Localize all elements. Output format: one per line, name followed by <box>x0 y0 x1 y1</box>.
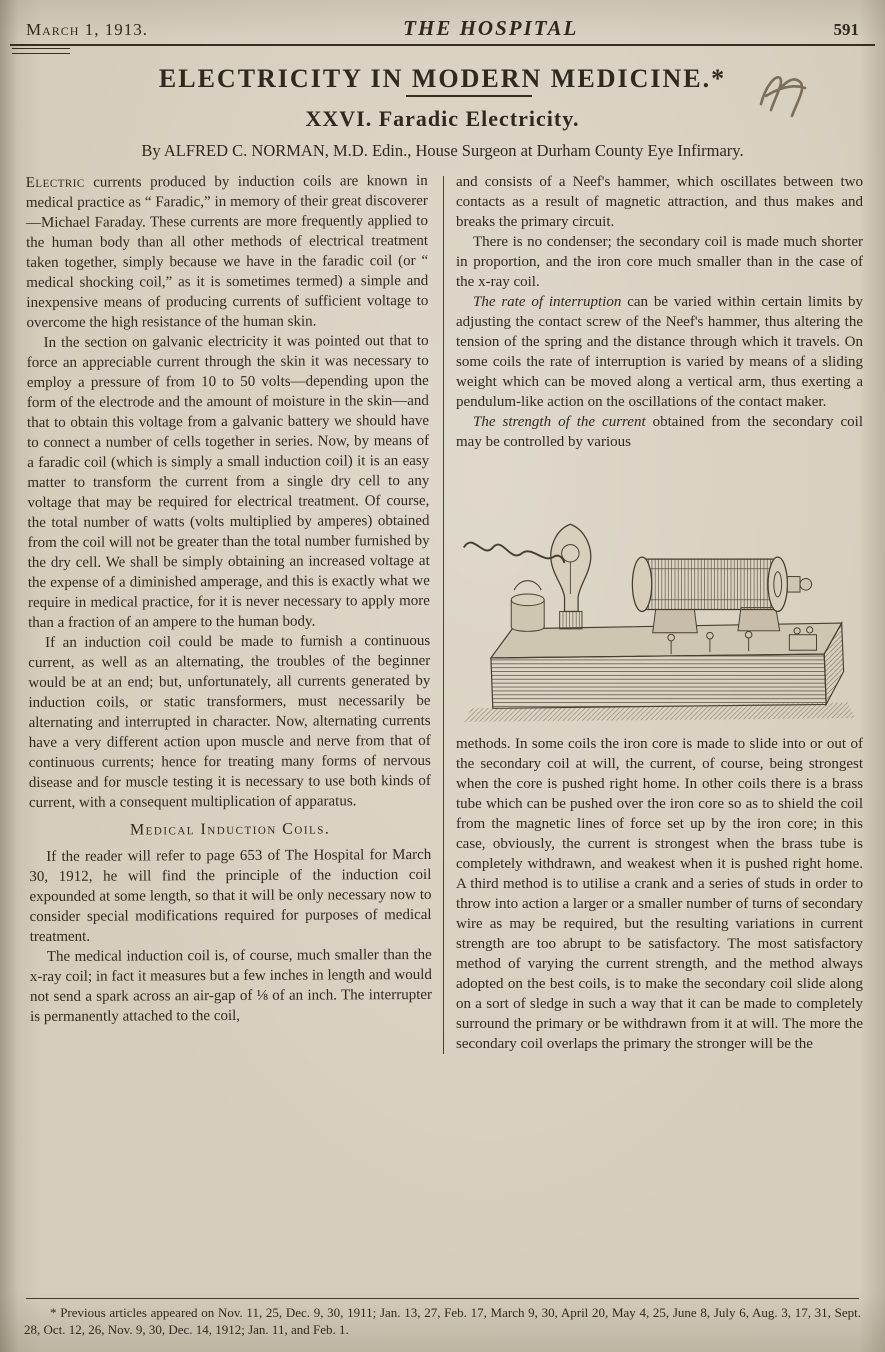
paragraph: If an induction coil could be made to furnish a continuous current, as well as an alternating, the troubles of the beginner would be at an end; but, unfortunately, all currents generated by induction coils, or static transformers, must necessarily be alternating and interrupted in character. Now, alternating currents have a very different action upon muscle and nerve from that of continuous currents; hence for treating many forms of nervous disease and for muscle testing it is necessary to use both kinds of current, with a consequent multiplication of apparatus. <box>28 632 431 812</box>
title-block <box>0 64 885 161</box>
paragraph <box>456 412 863 452</box>
footnote: * Previous articles appeared on Nov. 11, 25, Dec. 9, 30, 1911; Jan. 13, 27, Feb. 17, March 9, 30, April 20, May 4, 25, June 8, July 6, Aug. 3, 17, 31, Sept. 28, Oct. 12, 26, Nov. 9, 30, Dec. 14, 1912; Jan. 11, and Feb. 1. <box>24 1305 861 1337</box>
paragraph: In the section on galvanic electricity it was pointed out that to force an appreciable current through the skin it was necessary to employ a pressure of from 10 to 50 volts—depending upon the form of the electrode and the amount of moisture in the skin—and that to obtain this voltage from a galvanic battery we should have to connect a number of cells together in series. Now, by means of a faradic coil (which is simply a small induction coil) it is an easy matter to transform the current from a single dry cell to any voltage that may be required for electrical treatment. Of course, the total number of watts (volts multiplied by amperes) obtained from the coil will not be greater than the total number furnished by the dry cell. We shall be simply obtaining an increased voltage at the expense of a diminished amperage, and this is exactly what we require in medical practice, for it is never necessary to apply more than a fraction of an ampere to the human body. <box>26 332 430 632</box>
article-byline: By ALFRED C. NORMAN, M.D. Edin., House Surgeon at Durham County Eye Infirmary. <box>141 141 744 160</box>
footnote-block <box>0 1298 885 1338</box>
article-title: ELECTRICITY IN MODERN MEDICINE.* <box>158 64 727 93</box>
italic-lead: The rate of interruption <box>473 294 622 310</box>
journal-title: THE HOSPITAL <box>403 16 579 40</box>
paragraph-text: can be varied within certain limits by adjusting the contact screw of the Neef's hammer, thus altering the tension of the spring and the distance through which it travels. On some coils the rate of interruption is varied by means of a sliding weight which can be moved along a vertical arm, thus exerting a pendulum-like action on the oscillations of the contact maker. <box>456 294 863 410</box>
footnote-rule <box>26 1298 859 1299</box>
italic-lead: The strength of the current <box>473 414 646 430</box>
paragraph: There is no condenser; the secondary coil is made much shorter in proportion, and the iron core much smaller than in the case of the x-ray coil. <box>456 234 863 290</box>
page-header <box>0 0 885 44</box>
column-divider <box>443 176 444 1054</box>
paragraph: The medical induction coil is, of course, much smaller than the x-ray coil; in fact it measures but a few inches in length and would not send a spark across an air-gap of ⅛ of an inch. The interrupter is permanently attached to the coil, <box>29 946 433 1026</box>
paragraph <box>26 171 429 333</box>
title-underline <box>406 95 532 97</box>
right-column <box>456 172 863 1054</box>
header-rule-detail <box>12 48 70 54</box>
paragraph: and consists of a Neef's hammer, which oscillates between two contacts as a result of magnetic attraction, and thus makes and breaks the primary circuit. <box>456 174 863 230</box>
paragraph: methods. In some coils the iron core is made to slide into or out of the secondary coil at will, the current, of course, being strongest when the core is pushed right home. In other coils there is a brass tube which can be pushed over the iron core so as to shield the coil from the magnetic lines of force set up by the iron core; in this case, obviously, the current is strongest when the brass tube is completely withdrawn, and weakest when it is pushed right home. A third method is to utilise a crank and a series of studs in order to throw into action a larger or a smaller number of turns of secondary wire as may be required, but the resulting variations in current strength are too abrupt to be satisfactory. The most satisfactory method of varying the current strength, and the method always adopted on the best coils, is to make the secondary coil slide along on a sort of sledge in such a way that it can be made to completely surround the primary or be withdrawn from it at will. The more the secondary coil overlaps the primary the stronger will be the <box>456 736 863 1052</box>
header-rule <box>10 44 875 46</box>
left-column <box>26 171 433 1055</box>
lead-word: Electric <box>25 174 85 192</box>
paragraph: If the reader will refer to page 653 of The Hospital for March 30, 1912, he will find the principle of the induction coil expounded at some length, so that it will be only necessary now to consider special modifications required for purposes of medical treatment. <box>29 846 432 946</box>
issue-date: March 1, 1913. <box>26 20 148 39</box>
article-body <box>0 161 885 1054</box>
paragraph <box>456 292 863 412</box>
paragraph-text: currents produced by induction coils are known in medical practice as “ Faradic,” in memory of their great discoverer—Michael Faraday. These currents are more frequently applied to the human body than all other methods of electrical treatment taken together, simply because we have in the faradic coil (or “ medical shocking coil,” as it is sometimes termed) a simple and inexpensive means of producing currents of sufficient voltage to overcome the high resistance of the human skin. <box>25 172 429 332</box>
faradic-coil-illustration <box>456 462 863 726</box>
article-subtitle: XXVI. Faradic Electricity. <box>305 106 580 131</box>
section-heading: Medical Induction Coils. <box>129 820 331 839</box>
faradic-coil-figure <box>456 462 863 726</box>
paragraph-text: obtained from the secondary coil may be controlled by various <box>456 414 863 450</box>
handwritten-mark <box>753 66 811 126</box>
page-number: 591 <box>833 20 859 39</box>
